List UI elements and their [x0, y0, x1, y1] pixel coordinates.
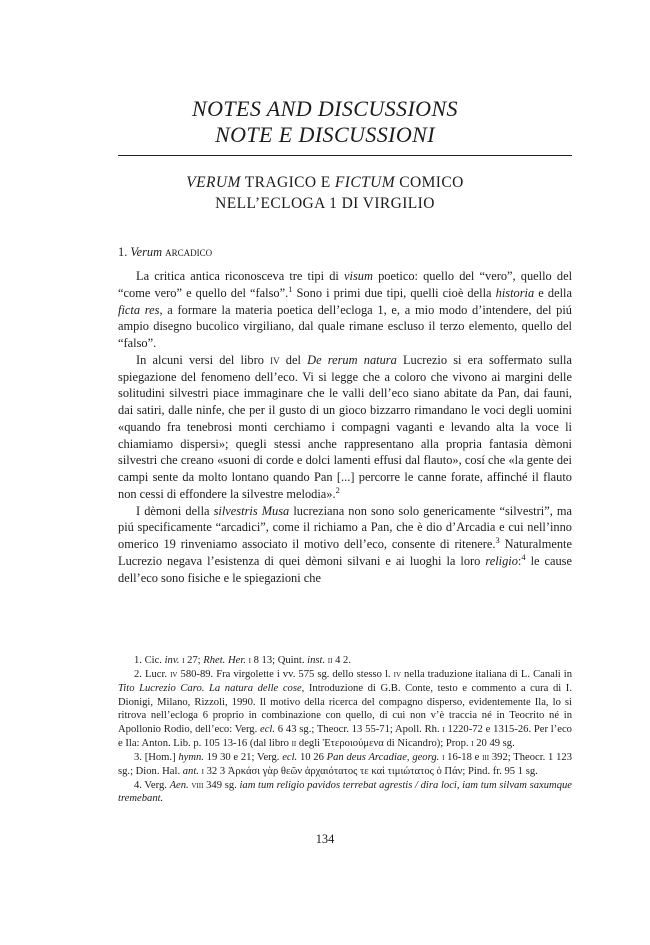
- italic-text: De rerum natura: [307, 352, 397, 367]
- italic-text: ficta res: [118, 302, 160, 317]
- text-run: 8 13; Quint.: [250, 655, 308, 666]
- footnote: [118, 654, 572, 668]
- title-text-comico: COMICO: [395, 174, 464, 191]
- subsection-heading: [118, 244, 212, 260]
- text-run: :: [517, 553, 522, 568]
- text-run: nella traduzione italiana di L. Canali in: [401, 668, 573, 680]
- subsection-number: 1.: [118, 245, 131, 259]
- text-run: , Introduzione di G.B. Conte, testo e commento a cura di I. Dionigi, Milano, Rizzoli, 1990. Il motivo della ricerca del compagno disperso, evidentemente Ila, lo si ritrova nell’ecloga 6 proprio in combinazione con quello, di cui non v’è traccia né in Teocrito né in Apollonio Rodio, dell’eco: Verg.: [118, 682, 572, 736]
- footnote: [118, 779, 572, 807]
- footnote: [118, 751, 572, 779]
- small-caps-numeral: viii: [191, 779, 204, 791]
- text-run: e della: [534, 285, 572, 300]
- section-heading-italian: NOTE E DISCUSSIONI: [215, 122, 435, 147]
- small-caps-numeral: i: [201, 765, 204, 777]
- title-text-tragico: TRAGICO E: [240, 174, 335, 191]
- italic-text: ecl.: [260, 724, 276, 736]
- italic-text: Tito Lucrezio Caro. La natura delle cose: [118, 682, 302, 694]
- footnote: [118, 668, 572, 751]
- small-caps-numeral: i: [182, 655, 185, 666]
- small-caps-numeral: i: [442, 724, 445, 736]
- body-paragraph: [118, 503, 572, 587]
- small-caps-numeral: i: [442, 751, 445, 763]
- text-run: 19 30 e 21; Verg.: [203, 751, 283, 763]
- text-run: In alcuni versi del libro: [136, 352, 271, 367]
- page-number: 134: [315, 832, 335, 846]
- small-caps-numeral: iv: [393, 668, 402, 680]
- text-run: 4 2.: [332, 655, 351, 666]
- text-run: del: [279, 352, 308, 367]
- subsection-italic: Verum: [130, 245, 163, 259]
- article-title-line-1: [0, 172, 650, 193]
- italic-text: visum: [344, 269, 373, 283]
- text-run: poetico: quello del “vero”, quello del “come vero” e quello del “falso”.: [118, 269, 573, 300]
- text-run: 4. Verg.: [134, 779, 170, 791]
- italic-text: hymn.: [178, 751, 204, 763]
- text-run: 1220-72 e 1315-26. Per l’eco e Ila: Anton. Lib. p. 105 13-16 (dal libro: [118, 724, 572, 750]
- small-caps-numeral: i: [471, 738, 474, 750]
- italic-text: georg.: [412, 751, 440, 763]
- article-title-line-2: NELL’ECLOGA 1 DI VIRGILIO: [215, 195, 435, 212]
- footnotes: [118, 654, 572, 806]
- small-caps-numeral: iv: [170, 668, 178, 680]
- section-heading: [0, 96, 650, 148]
- text-run: 20 49 sg.: [473, 738, 515, 750]
- text-run: 349 sg.: [203, 779, 240, 791]
- article-title: [0, 172, 650, 214]
- text-run: degli Ἑτεροιούμενα di Nicandro); Prop.: [296, 738, 472, 750]
- text-run: 580-89. Fra virgolette i vv. 575 sg. dello stesso l.: [177, 668, 394, 680]
- text-run: 16-18 e: [444, 751, 483, 763]
- text-run: 6 43 sg.; Theocr. 13 55-71; Apoll. Rh.: [275, 724, 443, 736]
- text-run: Sono i primi due tipi, quelli cioè della: [292, 285, 496, 300]
- heading-rule: [118, 155, 572, 156]
- text-run: le cause dell’eco sono fisiche e le spiegazioni che: [118, 553, 573, 585]
- italic-text: Pan deus Arcadiae: [326, 751, 407, 763]
- italic-text: Rhet. Her.: [203, 655, 246, 666]
- subsection-title-rest: arcadico: [162, 245, 213, 259]
- italic-text: inv.: [164, 655, 180, 666]
- text-run: 1. Cic.: [134, 655, 165, 666]
- italic-text: historia: [495, 285, 535, 300]
- text-run: ,: [406, 751, 413, 763]
- italic-text: inst.: [307, 655, 326, 666]
- footnote-ref: 1: [288, 283, 293, 294]
- body-paragraph: [118, 268, 572, 352]
- footnote-ref: 2: [335, 484, 340, 495]
- text-run: 32 3 Ἀρκάσι γὰρ θεῶν ἀρχαιότατος τε καὶ τιμιώτατος ὁ Πάν; Pind. fr. 95 1 sg.: [203, 765, 538, 777]
- italic-text: ant.: [182, 765, 199, 777]
- text-run: 10 26: [297, 751, 327, 763]
- title-italic-fictum: FICTUM: [334, 174, 396, 191]
- italic-text: religio: [485, 553, 518, 568]
- italic-text: iam tum religio pavidos terrebat agrestis / dira loci, iam tum silvam saxumque tremebant.: [118, 779, 573, 805]
- italic-text: silvestris Musa: [213, 503, 290, 518]
- footnote-ref: 4: [521, 551, 526, 562]
- small-caps-numeral: i: [248, 655, 251, 666]
- text-run: 3. [Hom.]: [134, 751, 179, 763]
- text-run: 392; Theocr. 1 123 sg.; Dion. Hal.: [118, 751, 573, 777]
- section-heading-english: NOTES AND DISCUSSIONS: [192, 96, 458, 121]
- text-run: I dèmoni della: [136, 503, 214, 518]
- text-run: 27;: [184, 655, 204, 666]
- text-run: Lucrezio si era soffermato sulla spiegazione del fenomeno dell’eco. Vi si legge che a coloro che vivono ai margini delle solitudini silvestri piace immaginare che le valli dell’eco siano abitate da Pan, dai fauni, dai satiri, dalle ninfe, che per il gusto di un gioco bizzarro rimandano le voci degli uomini «quando fra tenebrosi monti cerchiamo i compagni vaganti e levando alta la voce li chiamiamo dispersi»; quegli stessi anche rappresentano alla propria fantasia dèmoni silvestri che creano «suoni di corde e dolci lamenti effusi dal flauto», cosí che «la gente dei campi sente da molto lontano quando Pan [...] percorre le canne forate, affinché il flauto non cessi di effondere la silvestre melodia».: [118, 352, 572, 501]
- italic-text: ecl.: [282, 751, 298, 763]
- footnote-ref: 3: [495, 534, 500, 545]
- text-run: 2. Lucr.: [134, 668, 171, 680]
- small-caps-numeral: ii: [327, 655, 333, 666]
- text-run: La critica antica riconosceva tre tipi di: [136, 269, 344, 283]
- title-italic-verum: VERUM: [186, 174, 241, 191]
- body-text: [118, 268, 572, 586]
- small-caps-numeral: iii: [482, 751, 490, 763]
- text-run: , a formare la materia poetica dell’ecloga 1, e, a mio modo d’intendere, del piú ampio disegno bucolico virgiliano, dal quale rimane escluso il terzo elemento, quello del “falso”.: [118, 302, 572, 350]
- body-paragraph: [118, 352, 572, 503]
- text-run: Naturalmente Lucrezio negava l’esistenza di quei dèmoni silvani e ai luoghi la loro: [118, 537, 572, 568]
- small-caps-numeral: ii: [291, 738, 297, 750]
- small-caps-numeral: iv: [270, 352, 280, 367]
- text-run: lucreziana non sono solo genericamente “silvestri”, ma piú specificamente “arcadici”, come il richiamo a Pan, che è dio d’Arcadia e cui nell’inno omerico 19 rinveniamo associato il motivo dell’eco, consente di ritenere.: [118, 503, 573, 551]
- italic-text: Aen.: [169, 779, 189, 791]
